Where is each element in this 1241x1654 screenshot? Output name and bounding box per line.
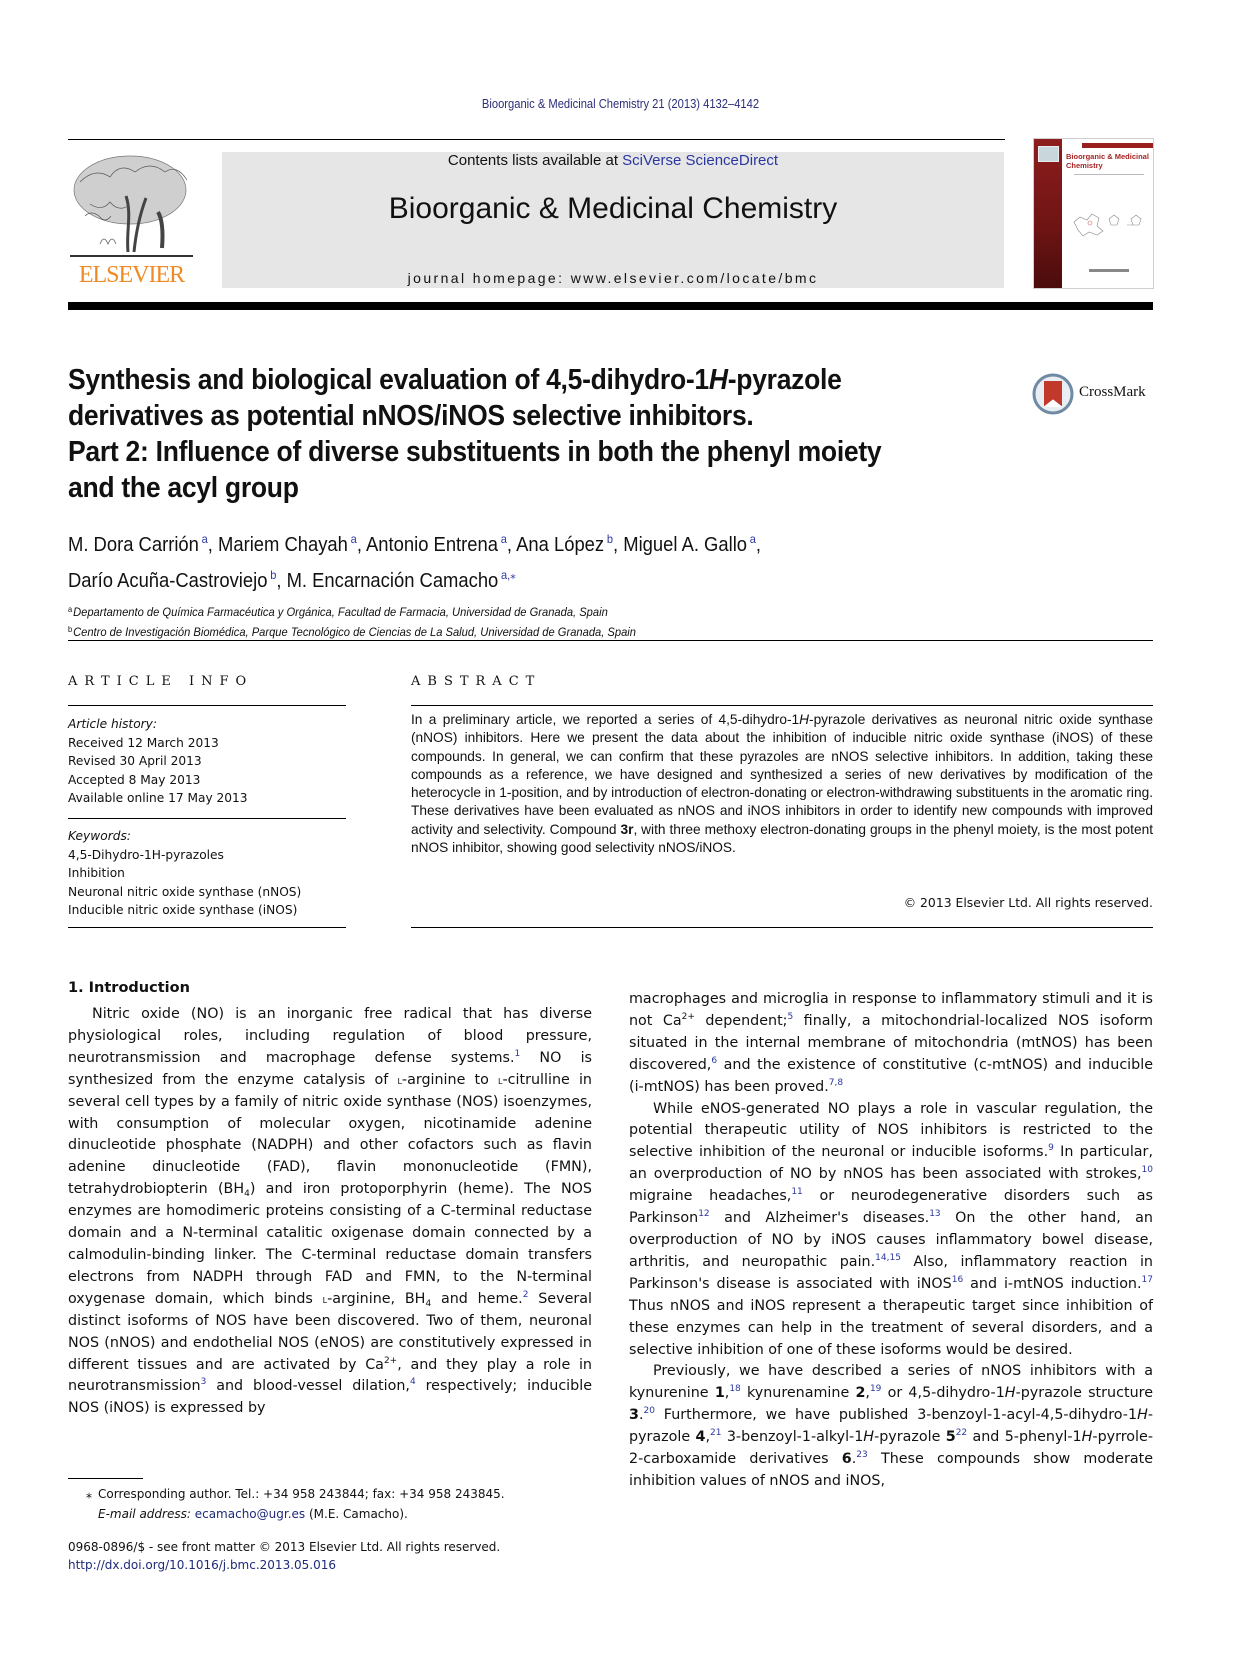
email-suffix: (M.E. Camacho). bbox=[305, 1507, 408, 1521]
journal-cover-thumbnail[interactable] bbox=[1033, 138, 1154, 289]
body-paragraph: Nitric oxide (NO) is an inorganic free radical that has diverse physiological roles, including regulation of blood pressure, neurotransmission and macrophage defense systems.$^1$ NO is synthesized from the enzyme catalysis of l-arginine to l-citrulline in several cell types by a family of nitric oxide synthase (NOS) isoenzymes, with consumption of molecular oxygen, nicotinamide adenine dinucleotide phosphate (NADPH) and other cofactors such as flavin adenine dinucleotide (FAD), flavin mononucleotide (FMN), tetrahydrobiopterin $(BH_4)$ and iron protoporphyrin (heme). The NOS enzymes are homodimeric proteins consisting of a C-terminal reductase domain and a N-terminal catalitic oxigenase domain connected by a calmodulin-binding linker. The C-terminal reductase domain transfers electrons from NADPH through FAD and FMN, to the N-terminal oxygenase domain, which binds l-arginine, $BH_4$ and heme.$^2$ Several distinct isoforms of NOS have been discovered. Two of them, neuronal NOS (nNOS) and endothelial NOS (eNOS) are constitutively expressed in different tissues and are activated by $Ca^{2+}$, and they play a role in neurotransmission$^3$ and blood-vessel dilation,$^4$ respectively; inducible NOS (iNOS) is expressed by bbox=[68, 1006, 592, 1417]
journal-homepage-link[interactable]: journal homepage: www.elsevier.com/locate/bmc bbox=[407, 270, 819, 286]
keyword: 4,5-Dihydro-1H-pyrazoles bbox=[68, 847, 224, 862]
author-name[interactable]: M. Dora Carrión $^a$ bbox=[68, 532, 208, 556]
author-name-corresponding[interactable]: M. Encarnación Camacho $^{a,⁎}$ bbox=[286, 568, 516, 592]
author-name[interactable]: Darío Acuña-Castroviejo $^b$ bbox=[68, 568, 277, 592]
front-matter bbox=[68, 1538, 588, 1574]
citation-link[interactable]: 4 bbox=[409, 1377, 416, 1388]
citation-link[interactable]: 13 bbox=[929, 1209, 941, 1220]
article-info-rule bbox=[68, 705, 346, 706]
history-revised: Revised 30 April 2013 bbox=[68, 754, 202, 768]
elsevier-wordmark: ELSEVIER bbox=[78, 262, 185, 288]
cover-elsevier-badge-icon bbox=[1038, 146, 1059, 162]
header-rule bbox=[68, 139, 1005, 140]
issn-line: 0968-0896/$ - see front matter © 2013 Elsevier Ltd. All rights reserved. bbox=[68, 1540, 501, 1554]
abstract-copyright: © 2013 Elsevier Ltd. All rights reserved. bbox=[903, 895, 1153, 910]
citation-link[interactable]: 17 bbox=[1141, 1274, 1153, 1285]
citation-link[interactable]: 21 bbox=[710, 1428, 722, 1439]
title-line-2: derivatives as potential nNOS/iNOS selective inhibitors. bbox=[68, 400, 754, 432]
article-info-heading: ARTICLE INFO bbox=[68, 674, 254, 689]
cover-subtitle-rule bbox=[1074, 174, 1144, 181]
body-column-left bbox=[68, 1004, 592, 1420]
author-name[interactable]: Miguel A. Gallo $^a$ bbox=[623, 532, 756, 556]
body-paragraph: macrophages and microglia in response to inflammatory stimuli and it is not $Ca^{2+}$ dependent;$^5$ finally, a mitochondrial-localized NOS isoform situated in the internal membrane of mitochondria (mtNOS) has been discovered,$^6$ and the existence of constitutive (c-mtNOS) and inducible (i-mtNOS) has been proved.$^{7,8}$ bbox=[629, 991, 1153, 1095]
citation-link[interactable]: 23 bbox=[856, 1450, 868, 1461]
footnote-star: ⁎ bbox=[86, 1487, 92, 1501]
cover-title: Bioorganic & Medicinal Chemistry bbox=[1066, 152, 1149, 170]
citation-link[interactable]: 12 bbox=[698, 1209, 710, 1220]
citation-link[interactable]: 14,15 bbox=[875, 1252, 901, 1263]
citation-link[interactable]: 9 bbox=[1048, 1143, 1054, 1154]
crossmark-icon bbox=[1032, 373, 1076, 415]
cover-topbar bbox=[1082, 143, 1153, 148]
body-paragraph: While eNOS-generated NO plays a role in vascular regulation, the potential therapeutic utility of NOS inhibitors is restricted to the selective inhibition of the neuronal or inducible isoforms.$^9$ In particular, an overproduction of NO by nNOS has been associated with strokes,$^{10}$ migraine headaches,$^{11}$ or neurodegenerative disorders such as Parkinson$^{12}$ and Alzheimer's diseases.$^{13}$ On the other hand, an overproduction of NO by iNOS causes inflammatory bowel disease, arthritis, and neuropathic pain.$^{14,15}$ Also, inflammatory reaction in Parkinson's disease is associated with iNOS$^{16}$ and i-mtNOS induction.$^{17}$ Thus nNOS and iNOS represent a therapeutic target since inhibition of these enzymes can help in the treatment of several disorders, and a selective inhibition of one of these isoforms would be desired. bbox=[629, 1100, 1153, 1358]
history-received: Received 12 March 2013 bbox=[68, 735, 219, 750]
abstract-heading: ABSTRACT bbox=[411, 674, 542, 689]
title-line-1: Synthesis and biological evaluation of 4,5-dihydro-1H-pyrazole bbox=[68, 364, 842, 396]
citation-link[interactable]: 6 bbox=[711, 1055, 718, 1066]
citation-link[interactable]: 19 bbox=[869, 1384, 882, 1395]
masthead-bottom-bar bbox=[68, 302, 1153, 310]
section-heading-introduction: 1. Introduction bbox=[68, 980, 190, 996]
running-header-citation[interactable]: Bioorganic & Medicinal Chemistry 21 (2013) 4132–4142 bbox=[481, 96, 760, 111]
cover-footer-mark bbox=[1089, 269, 1129, 272]
keywords-rule bbox=[68, 818, 346, 819]
history-online: Available online 17 May 2013 bbox=[68, 791, 248, 805]
affiliation-rule bbox=[68, 640, 1153, 641]
title-line-4: and the acyl group bbox=[68, 472, 299, 504]
citation-link[interactable]: 16 bbox=[951, 1274, 964, 1285]
citation-link[interactable]: 2 bbox=[522, 1289, 529, 1300]
cover-molecule-icon bbox=[1072, 207, 1148, 237]
abstract-rule bbox=[411, 705, 1153, 706]
article-info-bottom-rule bbox=[68, 927, 346, 928]
keywords-label: Keywords: bbox=[68, 829, 131, 843]
citation-link[interactable]: 11 bbox=[791, 1187, 803, 1198]
corresponding-contact: Corresponding author. Tel.: +34 958 243844; fax: +34 958 243845. bbox=[98, 1487, 505, 1501]
citation-link[interactable]: 1 bbox=[514, 1048, 521, 1059]
title-line-3: Part 2: Influence of diverse substituents in both the phenyl moiety bbox=[68, 436, 882, 468]
journal-name: Bioorganic & Medicinal Chemistry bbox=[388, 192, 838, 225]
history-accepted: Accepted 8 May 2013 bbox=[68, 772, 201, 787]
citation-link[interactable]: 5 bbox=[787, 1011, 794, 1022]
email-link[interactable]: ecamacho@ugr.es bbox=[194, 1507, 306, 1521]
author-name[interactable]: Antonio Entrena $^a$ bbox=[366, 532, 507, 556]
abstract-bottom-rule bbox=[411, 927, 1153, 928]
citation-link[interactable]: 22 bbox=[955, 1428, 968, 1439]
contents-prefix: Contents lists available at bbox=[447, 152, 623, 169]
author-list: M. Dora Carrión $^a$, Mariem Chayah $^a$, Antonio Entrena $^a$, Ana López $^b$, Miguel A. Gallo $^a$, Darío Acuña-Castroviejo $^b$, M. Encarnación Camacho $^{a,⁎}$ bbox=[68, 532, 762, 592]
footnote-rule bbox=[68, 1478, 143, 1479]
sciencedirect-link[interactable]: SciVerse ScienceDirect bbox=[622, 152, 779, 169]
citation-link[interactable]: 3 bbox=[200, 1377, 207, 1388]
citation-link[interactable]: 20 bbox=[643, 1406, 655, 1417]
keywords bbox=[68, 827, 346, 920]
corresponding-author-footnote bbox=[68, 1484, 588, 1524]
crossmark-badge[interactable] bbox=[1032, 373, 1152, 415]
keyword: Inhibition bbox=[68, 866, 125, 880]
citation-link[interactable]: 10 bbox=[1141, 1165, 1153, 1176]
email-label: E-mail address: bbox=[98, 1507, 191, 1521]
history-label: Article history: bbox=[68, 717, 157, 731]
article-history bbox=[68, 715, 346, 808]
article-title bbox=[68, 362, 942, 506]
body-column-right bbox=[629, 989, 1153, 1493]
abstract-text: In a preliminary article, we reported a series of 4,5-dihydro-1H-pyrazole derivatives as neuronal nitric oxide synthase (nNOS) inhibitors. Here we present the data about the inhibition of inducible nitric oxide synthase (iNOS) of these compounds. In general, we can confirm that these pyrazoles are nNOS selective inhibitors. In addition, taking these compounds as a reference, we have designed and synthesized a series of new derivatives by modification of the heterocycle in 1-position, and by introduction of electron-donating or electron-withdrawing substituents in the aromatic ring. These derivatives have been evaluated as nNOS and iNOS inhibitors in order to identify new compounds with improved activity and selectivity. Compound 3r, with three methoxy electron-donating groups in the phenyl moiety, is the most potent nNOS inhibitor, showing good selectivity nNOS/iNOS. bbox=[411, 712, 1153, 856]
author-name[interactable]: Mariem Chayah $^a$ bbox=[218, 532, 357, 556]
contents-available-line bbox=[222, 152, 1004, 169]
keyword: Inducible nitric oxide synthase (iNOS) bbox=[68, 903, 298, 917]
crossmark-label: CrossMark bbox=[1079, 384, 1146, 400]
body-paragraph: Previously, we have described a series of nNOS inhibitors with a kynurenine 1,18 kynurenamine 2,19 or 4,5-dihydro-1H-pyrazole structure 3.20 Furthermore, we have published 3-benzoyl-1-acyl-4,5-dihydro-1H-pyrazole 4,21 3-benzoyl-1-alkyl-1H-pyrazole $5^{22}$ and 5-phenyl-1H-pyrrole-2-carboxamide derivatives 6.23 These compounds show moderate inhibition values of nNOS and iNOS, bbox=[629, 1363, 1153, 1489]
affiliations bbox=[68, 601, 812, 641]
keyword: Neuronal nitric oxide synthase (nNOS) bbox=[68, 884, 302, 899]
affiliation-b: $^b$Centro de Investigación Biomédica, Parque Tecnológico de Ciencias de La Salud, Universidad de Granada, Spain bbox=[68, 625, 636, 639]
journal-masthead bbox=[222, 152, 1004, 288]
elsevier-logo[interactable] bbox=[70, 152, 193, 288]
doi-link[interactable]: http://dx.doi.org/10.1016/j.bmc.2013.05.016 bbox=[68, 1558, 337, 1572]
citation-link[interactable]: 18 bbox=[729, 1384, 741, 1395]
author-name[interactable]: Ana López $^b$ bbox=[516, 532, 614, 556]
affiliation-a: $^a$Departamento de Química Farmacéutica y Orgánica, Facultad de Farmacia, Universidad de Granada, Spain bbox=[68, 605, 608, 619]
elsevier-tree-icon bbox=[70, 152, 193, 262]
citation-link[interactable]: 7,8 bbox=[828, 1077, 844, 1088]
